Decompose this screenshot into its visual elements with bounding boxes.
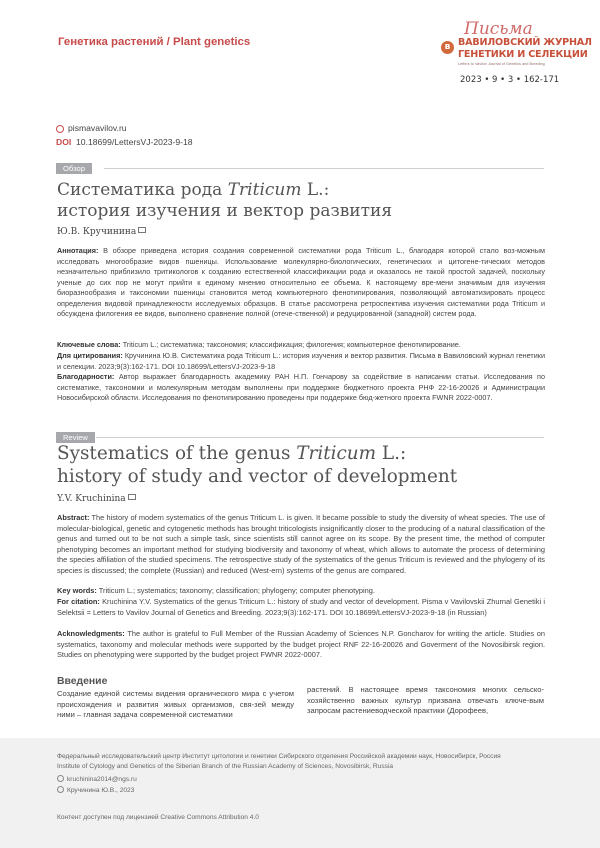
journal-logo-script: Письма [464,19,533,39]
doi-label: DOI [56,137,72,147]
citation-ru: Для цитирования: Кручинина Ю.В. Систематика рода Triticum L.: история изучения и вектор развития. Письма в Вавиловский журнал генетики и селекции. 2023;9(3):162-171. DOI 10.18699/LettersVJ-2023-9-18 [57,351,546,371]
author-en: Y.V. Kruchinina [57,494,136,504]
email-icon[interactable] [138,227,146,233]
title-ru: Систематика рода Triticum L.: история изучения и вектор развития [57,180,393,221]
copyright: Кручинина Ю.В., 2023 [57,786,134,796]
journal-logo-line2: ГЕНЕТИКИ И СЕЛЕКЦИИ [458,49,588,60]
keywords-ru: Ключевые слова: Triticum L.; систематика; таксономия; классификация; филогения; компьютерное фенотипирование. [57,340,461,349]
article-type-tag-ru: Обзор [56,163,92,174]
journal-logo-line1: ВАВИЛОВСКИЙ ЖУРНАЛ [458,37,592,48]
title-en: Systematics of the genus Triticum L.: history of study and vector of development [57,443,458,487]
divider [104,168,544,169]
section-label: Генетика растений / Plant genetics [58,36,251,48]
intro-column-2: растений. В настоящее время таксономия многих сельско-хозяйственно важных культур призвана отвечать ключе-вым запросам растениеводческой практики (Дорофеев, [307,685,544,716]
author-ru: Ю.В. Кручинина [57,227,146,237]
keywords-en: Key words: Triticum L.; systematics; taxonomy; classification; phylogeny; computer phenotyping. [57,586,375,595]
citation-en: For citation: Kruchinina Y.V. Systematics of the genus Triticum L.: history of study and vector of development. Pisma v Vavilovskii Zhurnal Genetiki i Selektsii = Letters to Vavilov Journal of Genetics and Breeding. 2023;9(3):162-171. DOI 10.18699/LettersVJ-2023-9-18 (in Russian) [57,597,545,617]
journal-site-link[interactable]: pismavavilov.ru [68,123,127,133]
doi-link[interactable]: 10.18699/LettersVJ-2023-9-18 [76,137,193,147]
divider [96,437,544,438]
affiliation-ru: Федеральный исследовательский центр Институт цитологии и генетики Сибирского отделения Российской академии наук, Новосибирск, Россия [57,753,501,760]
affiliation-en: Institute of Cytology and Genetics of the Siberian Branch of the Russian Academy of Sciences, Novosibirsk, Russia [57,763,394,770]
acknowledgments-ru: Благодарности: Автор выражает благодарность академику РАН Н.П. Гончарову за содействие в написании статьи. Исследования по систематике, таксономии и молекулярным методам выполнены при поддержке бюджетного проекта РНФ 22-16-20026 и Администрации Новосибирской области. Исследования по фенотипированию проведены при поддержке бюд-жетного проекта FWNR 2022-0007. [57,372,545,402]
journal-logo-english: Letters to Vavilov Journal of Genetics and Breeding [458,62,545,66]
globe-icon [56,125,64,133]
issue-info: 2023 • 9 • 3 • 162-171 [460,75,560,85]
abstract-en: Abstract: The history of modern systematics of the genus Triticum L. is given. It became possible to study the diversity of wheat species. The use of molecular-biological, genetic and cytogenetic methods has brought triticologists insignificantly closer to the producing of a natural classification of the genus and turned out to be not such a simple task, since scientists still cannot agree on its scope. By the present time, the method of computer phenotyping becomes an important method for studying biodiversity and taxonomy of wheat, which allows to automate the process of determining the species affiliation of the studied specimens. The retrospective study of the systematics of the genus Triticum is reviewed and the phylogeny of its species is discussed; the complete (Russian) and reduced (West-ern) systems of the genus are compared. [57,513,545,575]
license[interactable]: Контент доступен под лицензией Creative Commons Attribution 4.0 [57,814,259,821]
acknowledgments-en: Acknowledgments: The author is grateful to Full Member of the Russian Academy of Sciences N.P. Goncharov for writing the article. Studies on systematics, taxonomy and molecular methods were supported by the budget project RNF 22-16-20026 and Goverment of the Novosibirsk region. Studies on phenotyping were supported by the budget project FWNR 2022-0007. [57,629,545,659]
intro-column-1: Создание единой системы видения органического мира с учетом происхождения и развития живых организмов, свя-зей между ними – главная задача современной систематики [57,689,294,720]
email-icon [57,775,64,782]
email-icon[interactable] [128,494,136,500]
section-heading-intro: Введение [57,676,108,687]
contact-email[interactable]: kruchinina2014@ngs.ru [57,775,137,785]
abstract-ru: Аннотация: В обзоре приведена история создания современной систематики рода Triticum L., благодаря которой стало воз-можным исследовать многообразие видов пшеницы. Использование молекулярно-биологических, генетических и цитогене-тических методов незначительно приблизило тритикологов к созданию естественной классификации рода и оказалось не такой простой задачей, поскольку ученые до сих пор не могут прийти к единому мнению относительно ее объема. К настоящему вре-мени значимым для изучения биоразнообразия и таксономии пшеницы становится метод компьютерного фенотипирования, позволяющий автоматизировать процесс определения видовой принадлежности исследуемых образцов. В статье рассмотрена ретроспектива изучения систематики рода Triticum и обсуждена филогения ее видов, выполнено сравнение полной (отече-ственной) и редуцированной (западной) систем рода. [57,246,546,318]
copyright-icon [57,786,64,793]
article-type-tag-en: Review [56,432,95,443]
journal-logo-badge: в [441,41,454,54]
